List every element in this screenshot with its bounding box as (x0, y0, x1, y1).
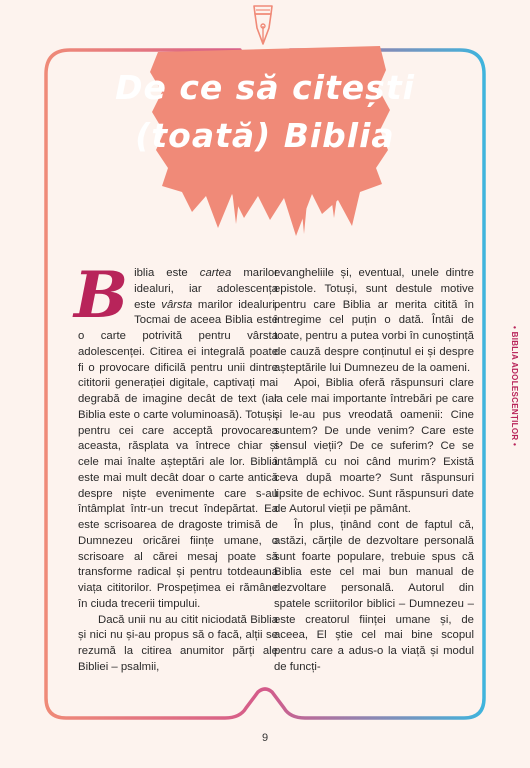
text-run: iblia este (134, 267, 200, 279)
paragraph: În plus, ținând cont de faptul că, astăzi, cărțile de dezvoltare personală sunt foarte populare, trebuie spus că Biblia este cel mai bun manual de dezvoltare personală. Autorul din spatele scriitorilor biblici – Dumnezeu – este creatorul ființei umane și, de aceea, El știe cel mai bine scopul pentru care a adus-o la viață și modul de funcți- (274, 519, 474, 673)
emphasis-text: cartea (199, 267, 232, 279)
page-title-line-2: (toată) Biblia (135, 116, 395, 155)
paragraph: evangheliile și, eventual, unele dintre epistole. Totuși, sunt destule motive pentru care Biblia ar merita citită în întregime cel puțin o dată. Întâi de toate, pentru a putea vorbi în cunoștință de cauză despre conținutul ei și despre așteptările lui Dumnezeu de la oameni. (274, 267, 474, 374)
text-run: marilor idealuri. Tocmai de aceea Biblia este o carte potrivită pentru vârsta adolescenței. Citirea ei integrală poate fi o provocare dificilă pentru unii dintre cititorii generației digitale, captivați mai degrabă de imagine decât de text (iar Biblia este o carte voluminoasă). Totuși, pentru cei care acceptă provocarea aceasta, răsplata va întrece chiar și cele mai înalte așteptări ale lor. Biblia este mai mult decât doar o carte antică despre niște evenimente care s-au întâmplat într-un trecut îndepărtat. Ea este scrisoarea de dragoste trimisă de Dumnezeu oricărei ființe umane, o scrisoare al cărei mesaj poate să transforme radical și pentru totdeauna viața cititorilor. Prospețimea ei rămâne în ciuda trecerii timpului. (78, 298, 278, 610)
text-column-left (74, 258, 278, 676)
text-run: marilor idealuri, iar adolescența este (134, 267, 278, 311)
running-header-vertical: • BIBLIA ADOLESCENȚILOR • (510, 326, 519, 447)
page-number: 9 (261, 732, 269, 744)
page-title-line-1: De ce să citești (115, 68, 415, 107)
drop-cap: B (74, 258, 129, 333)
text-column-right (274, 266, 474, 676)
paragraph: Apoi, Biblia oferă răspunsuri clare la cele mai importante întrebări pe care și le-au pus vreodată oamenii: Cine suntem? De unde venim? Care este sensul vieții? De ce suferim? Ce se întâmplă cu noi când murim? Există ceva după moarte? Sunt răspunsuri lipsite de echivoc. Sunt răspunsuri date de Autorul vieții pe pământ. (274, 377, 474, 516)
paragraph: Dacă unii nu au citit niciodată Biblia și nici nu și-au propus să o facă, alții se rezumă la citirea anumitor părți ale Bibliei – psalmii, (78, 613, 278, 673)
emphasis-text: vârsta (161, 298, 193, 311)
paragraph (74, 258, 278, 613)
